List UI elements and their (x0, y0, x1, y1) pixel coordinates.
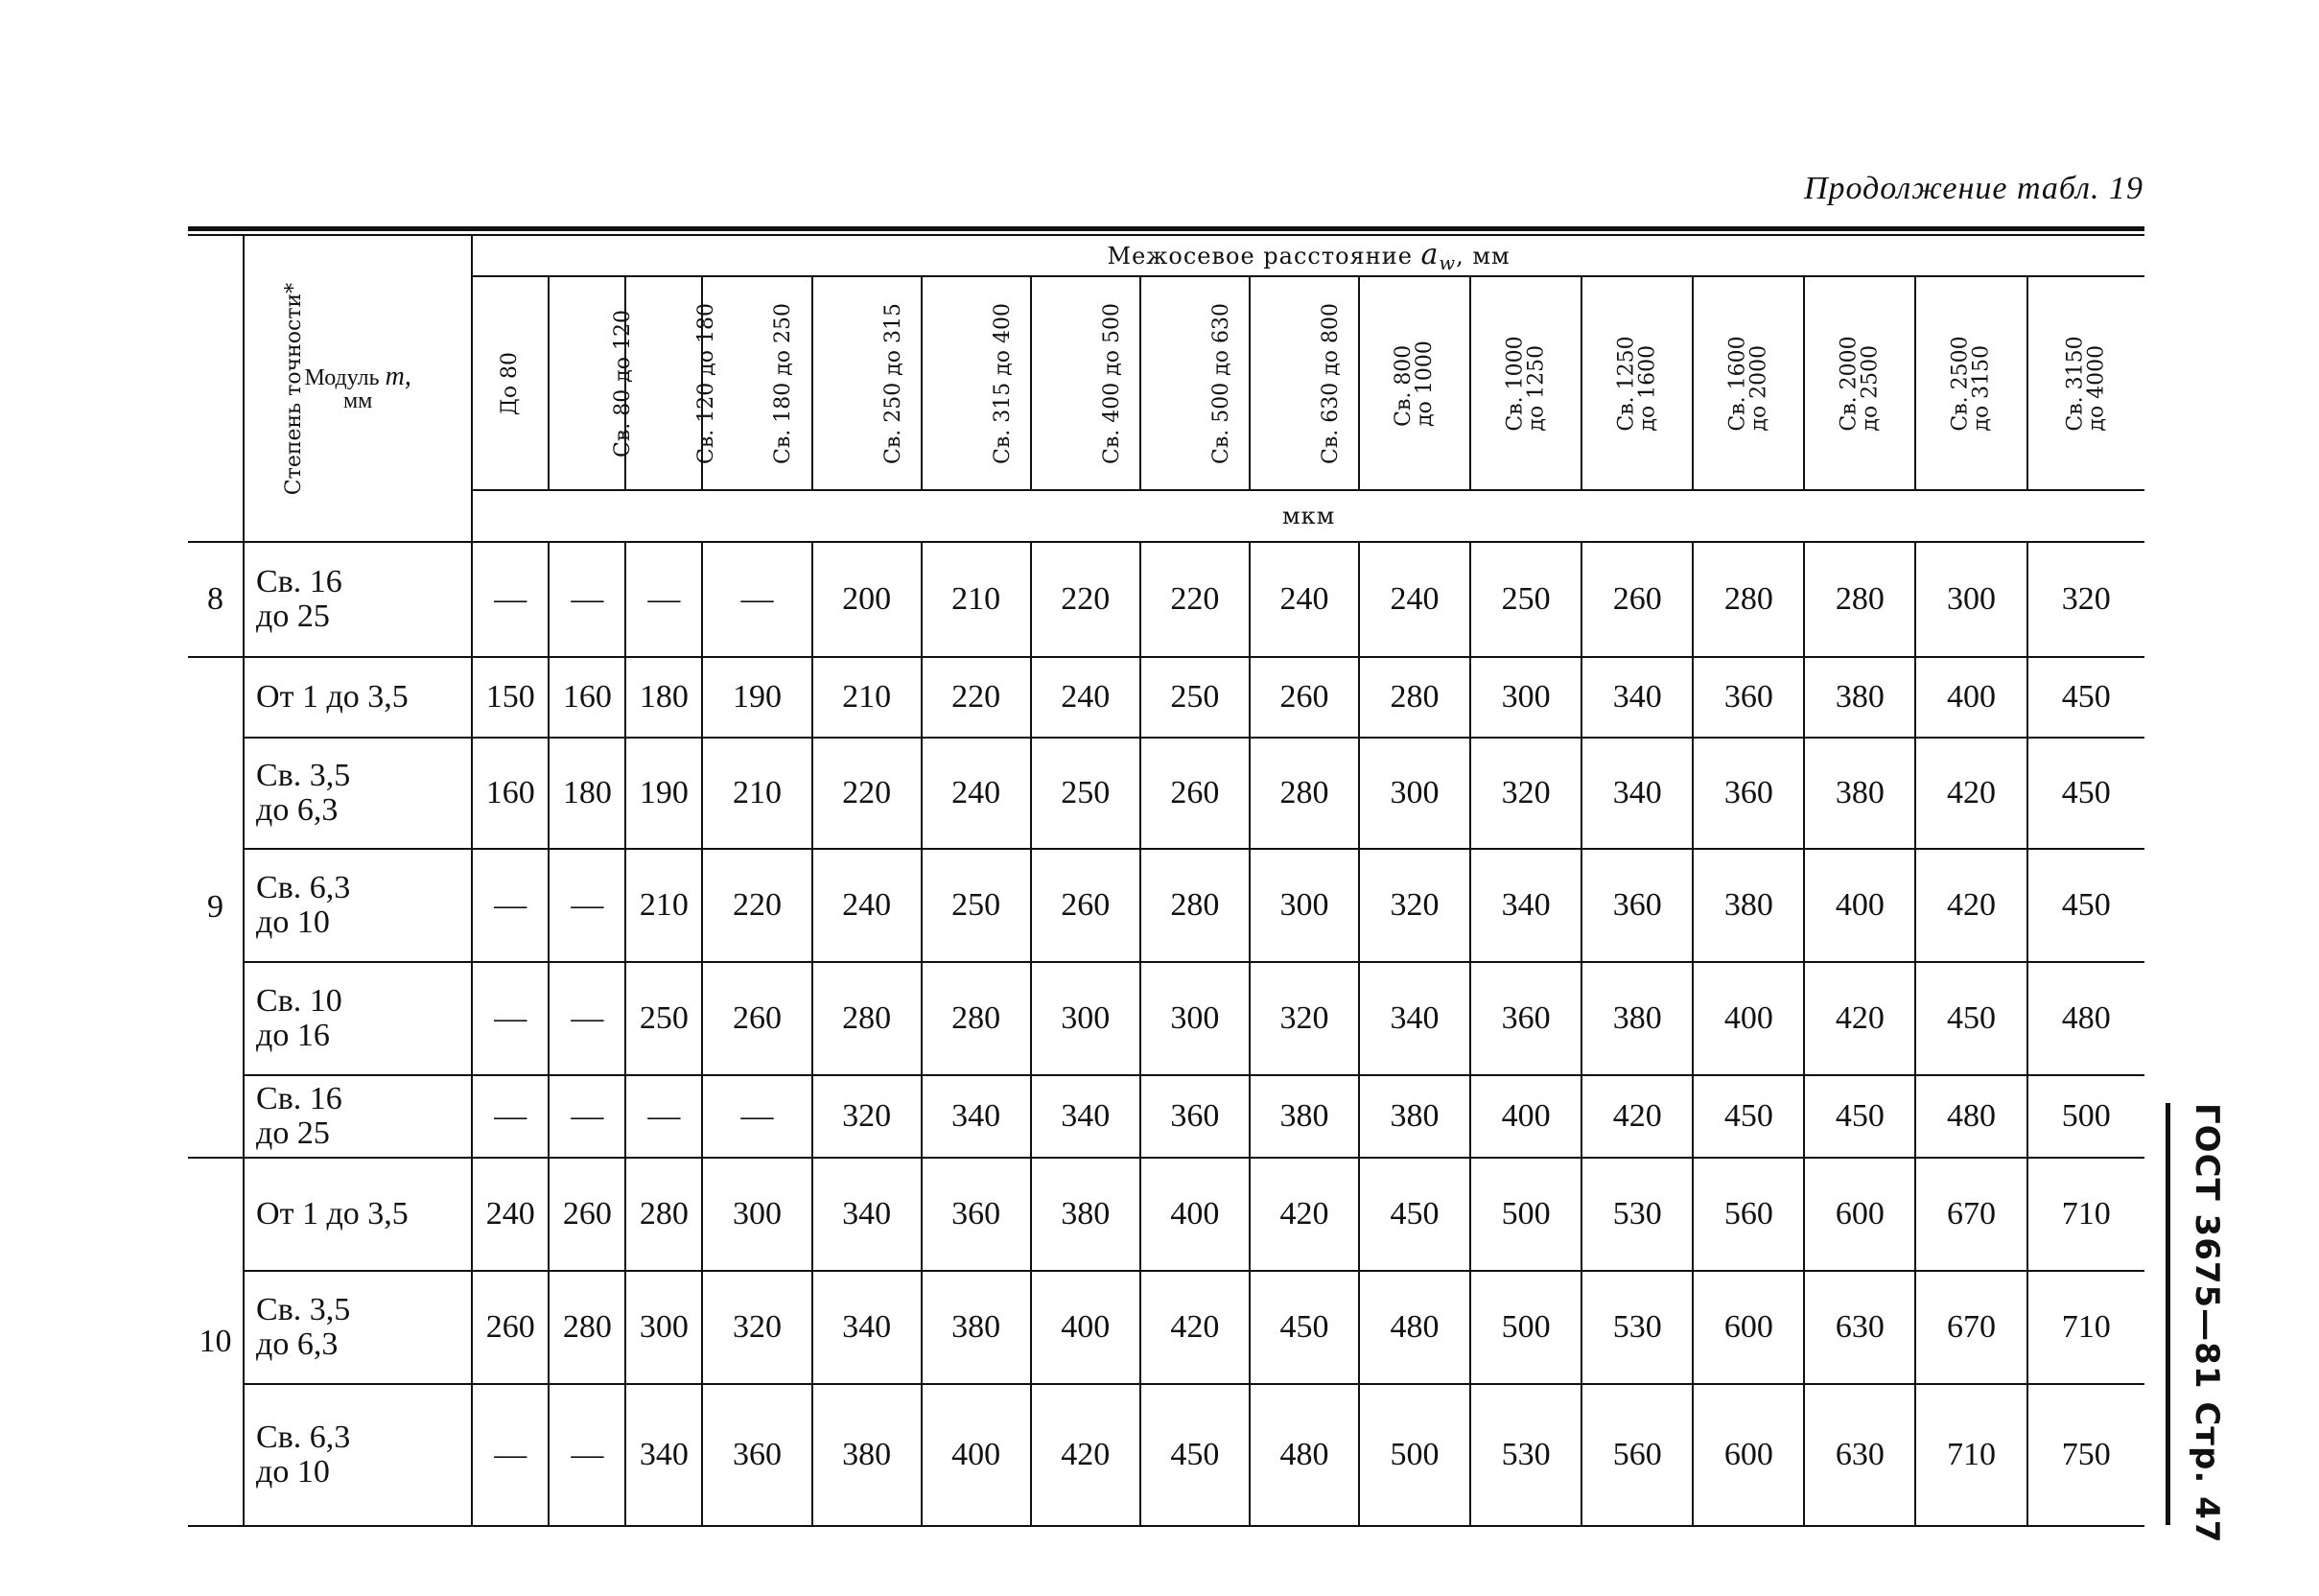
value-cell: 380 (1031, 1158, 1140, 1271)
value-cell: 450 (1693, 1075, 1804, 1158)
value-cell: 240 (1359, 542, 1470, 657)
value-cell: 420 (1804, 962, 1915, 1075)
range-label: Св. 1000 до 1250 (1503, 336, 1549, 432)
value-cell: 380 (1804, 738, 1915, 849)
value-cell: 630 (1804, 1271, 1915, 1384)
unit-row: мкм (472, 490, 2144, 542)
value-cell: 670 (1915, 1158, 2026, 1271)
value-cell: — (549, 1384, 625, 1526)
value-cell: — (625, 542, 702, 657)
value-cell: 400 (1915, 657, 2026, 738)
value-cell: 320 (812, 1075, 922, 1158)
value-cell: 280 (922, 962, 1031, 1075)
value-cell: 320 (1470, 738, 1581, 849)
value-cell: — (472, 1075, 549, 1158)
value-cell: 280 (1359, 657, 1470, 738)
value-cell: 380 (1250, 1075, 1359, 1158)
value-cell: 530 (1581, 1158, 1693, 1271)
value-cell: 250 (625, 962, 702, 1075)
top-rule (188, 226, 2144, 231)
value-cell: 360 (702, 1384, 811, 1526)
module-column-header (244, 235, 472, 542)
value-cell: 360 (1693, 738, 1804, 849)
value-cell: — (549, 1075, 625, 1158)
range-label: Св. 1600 до 2000 (1725, 336, 1771, 432)
value-cell: — (702, 1075, 811, 1158)
value-cell: — (472, 542, 549, 657)
range-label: Св. 630 до 800 (1318, 302, 1343, 464)
grade-cell: 8 (188, 542, 244, 657)
tolerance-table (188, 234, 2144, 1527)
range-header-9 (1359, 276, 1470, 490)
value-cell: 300 (1470, 657, 1581, 738)
value-cell: 600 (1693, 1271, 1804, 1384)
range-header-13 (1804, 276, 1915, 490)
value-cell: 360 (1140, 1075, 1250, 1158)
value-cell: — (472, 1384, 549, 1526)
value-cell: 450 (1250, 1271, 1359, 1384)
value-cell: 280 (1250, 738, 1359, 849)
range-label: Св. 80 до 120 (611, 309, 636, 458)
value-cell: 320 (1359, 849, 1470, 962)
module-header-unit: мм (342, 387, 373, 413)
value-cell: 400 (1804, 849, 1915, 962)
value-cell: 420 (1250, 1158, 1359, 1271)
value-cell: 450 (1359, 1158, 1470, 1271)
range-header-5 (922, 276, 1031, 490)
range-label: Св. 180 до 250 (771, 302, 796, 464)
module-cell: Св. 16 до 25 (244, 542, 472, 657)
table-row (188, 738, 2144, 849)
range-label: Св. 400 до 500 (1099, 302, 1124, 464)
value-cell: 450 (2027, 738, 2144, 849)
value-cell: 280 (1140, 849, 1250, 962)
table-row (188, 1384, 2144, 1526)
value-cell: 420 (1915, 849, 2026, 962)
module-cell: От 1 до 3,5 (244, 1158, 472, 1271)
value-cell: 320 (702, 1271, 811, 1384)
value-cell: 360 (1581, 849, 1693, 962)
value-cell: 500 (2027, 1075, 2144, 1158)
range-label: Св. 2000 до 2500 (1837, 336, 1883, 432)
value-cell: 340 (1581, 738, 1693, 849)
value-cell: 180 (549, 738, 625, 849)
value-cell: 260 (1250, 657, 1359, 738)
value-cell: 420 (1915, 738, 2026, 849)
value-cell: 450 (1804, 1075, 1915, 1158)
value-cell: — (549, 962, 625, 1075)
value-cell: 400 (1031, 1271, 1140, 1384)
value-cell: — (625, 1075, 702, 1158)
value-cell: 360 (1470, 962, 1581, 1075)
value-cell: 240 (812, 849, 922, 962)
range-label: Св. 120 до 180 (694, 302, 719, 464)
value-cell: 450 (1140, 1384, 1250, 1526)
value-cell: 240 (472, 1158, 549, 1271)
value-cell: 400 (1693, 962, 1804, 1075)
table-row (188, 542, 2144, 657)
value-cell: 240 (1250, 542, 1359, 657)
value-cell: 190 (702, 657, 811, 738)
value-cell: 200 (812, 542, 922, 657)
value-cell: 240 (1031, 657, 1140, 738)
value-cell: 260 (702, 962, 811, 1075)
value-cell: 600 (1693, 1384, 1804, 1526)
value-cell: 210 (702, 738, 811, 849)
grade-cell: 9 (188, 657, 244, 1158)
value-cell: 260 (1581, 542, 1693, 657)
table-row (188, 657, 2144, 738)
value-cell: 600 (1804, 1158, 1915, 1271)
value-cell: 340 (1031, 1075, 1140, 1158)
value-cell: 260 (472, 1271, 549, 1384)
value-cell: 710 (2027, 1271, 2144, 1384)
value-cell: 320 (1250, 962, 1359, 1075)
value-cell: 300 (1140, 962, 1250, 1075)
value-cell: 340 (1359, 962, 1470, 1075)
value-cell: 380 (1804, 657, 1915, 738)
value-cell: 280 (812, 962, 922, 1075)
table-row (188, 1158, 2144, 1271)
value-cell: — (472, 849, 549, 962)
range-header-11 (1581, 276, 1693, 490)
range-label: Св. 3150 до 4000 (2063, 336, 2109, 432)
value-cell: 280 (1804, 542, 1915, 657)
value-cell: 260 (1031, 849, 1140, 962)
value-cell: 220 (1140, 542, 1250, 657)
value-cell: 380 (1359, 1075, 1470, 1158)
value-cell: 710 (1915, 1384, 2026, 1526)
value-cell: 750 (2027, 1384, 2144, 1526)
value-cell: 480 (1359, 1271, 1470, 1384)
side-page-label (2166, 1103, 2245, 1544)
value-cell: — (472, 962, 549, 1075)
value-cell: 560 (1693, 1158, 1804, 1271)
range-label: Св. 250 до 315 (880, 302, 905, 464)
range-header-15 (2027, 276, 2144, 490)
value-cell: 670 (1915, 1271, 2026, 1384)
module-cell: Св. 6,3 до 10 (244, 849, 472, 962)
value-cell: 360 (922, 1158, 1031, 1271)
value-cell: 340 (812, 1158, 922, 1271)
value-cell: 380 (812, 1384, 922, 1526)
grade-column-header (188, 235, 307, 542)
range-header-3 (702, 276, 811, 490)
range-label: Св. 1250 до 1600 (1614, 336, 1660, 432)
value-cell: 250 (1470, 542, 1581, 657)
range-header-0 (472, 276, 549, 490)
range-header-7 (1140, 276, 1250, 490)
value-cell: 150 (472, 657, 549, 738)
value-cell: 500 (1470, 1158, 1581, 1271)
value-cell: 710 (2027, 1158, 2144, 1271)
value-cell: 210 (922, 542, 1031, 657)
value-cell: 210 (625, 849, 702, 962)
value-cell: 220 (812, 738, 922, 849)
range-header-1 (549, 276, 636, 490)
value-cell: 220 (1031, 542, 1140, 657)
value-cell: 250 (922, 849, 1031, 962)
value-cell: 480 (2027, 962, 2144, 1075)
range-label: Св. 2500 до 3150 (1948, 336, 1994, 432)
center-distance-subscript: w (1439, 251, 1457, 274)
value-cell: 400 (1140, 1158, 1250, 1271)
module-cell: Св. 6,3 до 10 (244, 1384, 472, 1526)
value-cell: 160 (472, 738, 549, 849)
range-header-10 (1470, 276, 1581, 490)
table-row (188, 1271, 2144, 1384)
value-cell: 340 (1470, 849, 1581, 962)
value-cell: 340 (812, 1271, 922, 1384)
table-row (188, 962, 2144, 1075)
value-cell: — (549, 849, 625, 962)
value-cell: 420 (1031, 1384, 1140, 1526)
range-label: Св. 500 до 630 (1208, 302, 1233, 464)
value-cell: 450 (2027, 849, 2144, 962)
range-header-4 (812, 276, 922, 490)
value-cell: 180 (625, 657, 702, 738)
table-caption: Продолжение табл. 19 (1803, 171, 2143, 206)
module-cell: Св. 16 до 25 (244, 1075, 472, 1158)
value-cell: 340 (922, 1075, 1031, 1158)
value-cell: 360 (1693, 657, 1804, 738)
range-header-14 (1915, 276, 2026, 490)
value-cell: 450 (2027, 657, 2144, 738)
value-cell: — (702, 542, 811, 657)
value-cell: 300 (1250, 849, 1359, 962)
value-cell: 420 (1581, 1075, 1693, 1158)
value-cell: 240 (922, 738, 1031, 849)
value-cell: 280 (625, 1158, 702, 1271)
value-cell: 340 (1581, 657, 1693, 738)
value-cell: 300 (1359, 738, 1470, 849)
table-row (188, 849, 2144, 962)
center-distance-symbol: $a_w$ (1420, 237, 1457, 274)
value-cell: — (549, 542, 625, 657)
value-cell: 480 (1915, 1075, 2026, 1158)
value-cell: 280 (549, 1271, 625, 1384)
value-cell: 560 (1581, 1384, 1693, 1526)
value-cell: 340 (625, 1384, 702, 1526)
value-cell: 500 (1359, 1384, 1470, 1526)
value-cell: 320 (2027, 542, 2144, 657)
value-cell: 300 (1915, 542, 2026, 657)
value-cell: 250 (1031, 738, 1140, 849)
value-cell: 300 (702, 1158, 811, 1271)
value-cell: 530 (1470, 1384, 1581, 1526)
value-cell: 260 (549, 1158, 625, 1271)
center-distance-label: Межосевое расстояние (1107, 242, 1413, 270)
value-cell: 400 (1470, 1075, 1581, 1158)
range-label: Св. 800 до 1000 (1392, 340, 1438, 427)
value-cell: 220 (702, 849, 811, 962)
value-cell: 380 (922, 1271, 1031, 1384)
value-cell: 300 (1031, 962, 1140, 1075)
value-cell: 160 (549, 657, 625, 738)
center-distance-header (472, 235, 2144, 276)
value-cell: 420 (1140, 1271, 1250, 1384)
module-header-symbol: m, (385, 361, 411, 391)
side-page-label-text: ГОСТ 3675—81 Стр. 47 (2188, 1103, 2226, 1544)
module-cell: От 1 до 3,5 (244, 657, 472, 738)
value-cell: 210 (812, 657, 922, 738)
module-header-word: Модуль (304, 364, 380, 390)
range-header-8 (1250, 276, 1359, 490)
value-cell: 400 (922, 1384, 1031, 1526)
range-header-12 (1693, 276, 1804, 490)
grade-cell: 10 (188, 1158, 244, 1526)
value-cell: 480 (1250, 1384, 1359, 1526)
range-header-6 (1031, 276, 1140, 490)
value-cell: 250 (1140, 657, 1250, 738)
value-cell: 300 (625, 1271, 702, 1384)
value-cell: 530 (1581, 1271, 1693, 1384)
value-cell: 220 (922, 657, 1031, 738)
module-cell: Св. 3,5 до 6,3 (244, 1271, 472, 1384)
range-label: Св. 315 до 400 (990, 302, 1015, 464)
value-cell: 190 (625, 738, 702, 849)
value-cell: 630 (1804, 1384, 1915, 1526)
module-cell: Св. 3,5 до 6,3 (244, 738, 472, 849)
center-distance-unit: , мм (1456, 242, 1511, 270)
value-cell: 500 (1470, 1271, 1581, 1384)
value-cell: 450 (1915, 962, 2026, 1075)
range-label: До 80 (498, 351, 523, 415)
value-cell: 380 (1581, 962, 1693, 1075)
module-cell: Св. 10 до 16 (244, 962, 472, 1075)
range-header-2 (625, 276, 719, 490)
value-cell: 380 (1693, 849, 1804, 962)
value-cell: 260 (1140, 738, 1250, 849)
value-cell: 280 (1693, 542, 1804, 657)
grade-column-header-text: Степень точности* (282, 282, 307, 495)
table-row (188, 1075, 2144, 1158)
